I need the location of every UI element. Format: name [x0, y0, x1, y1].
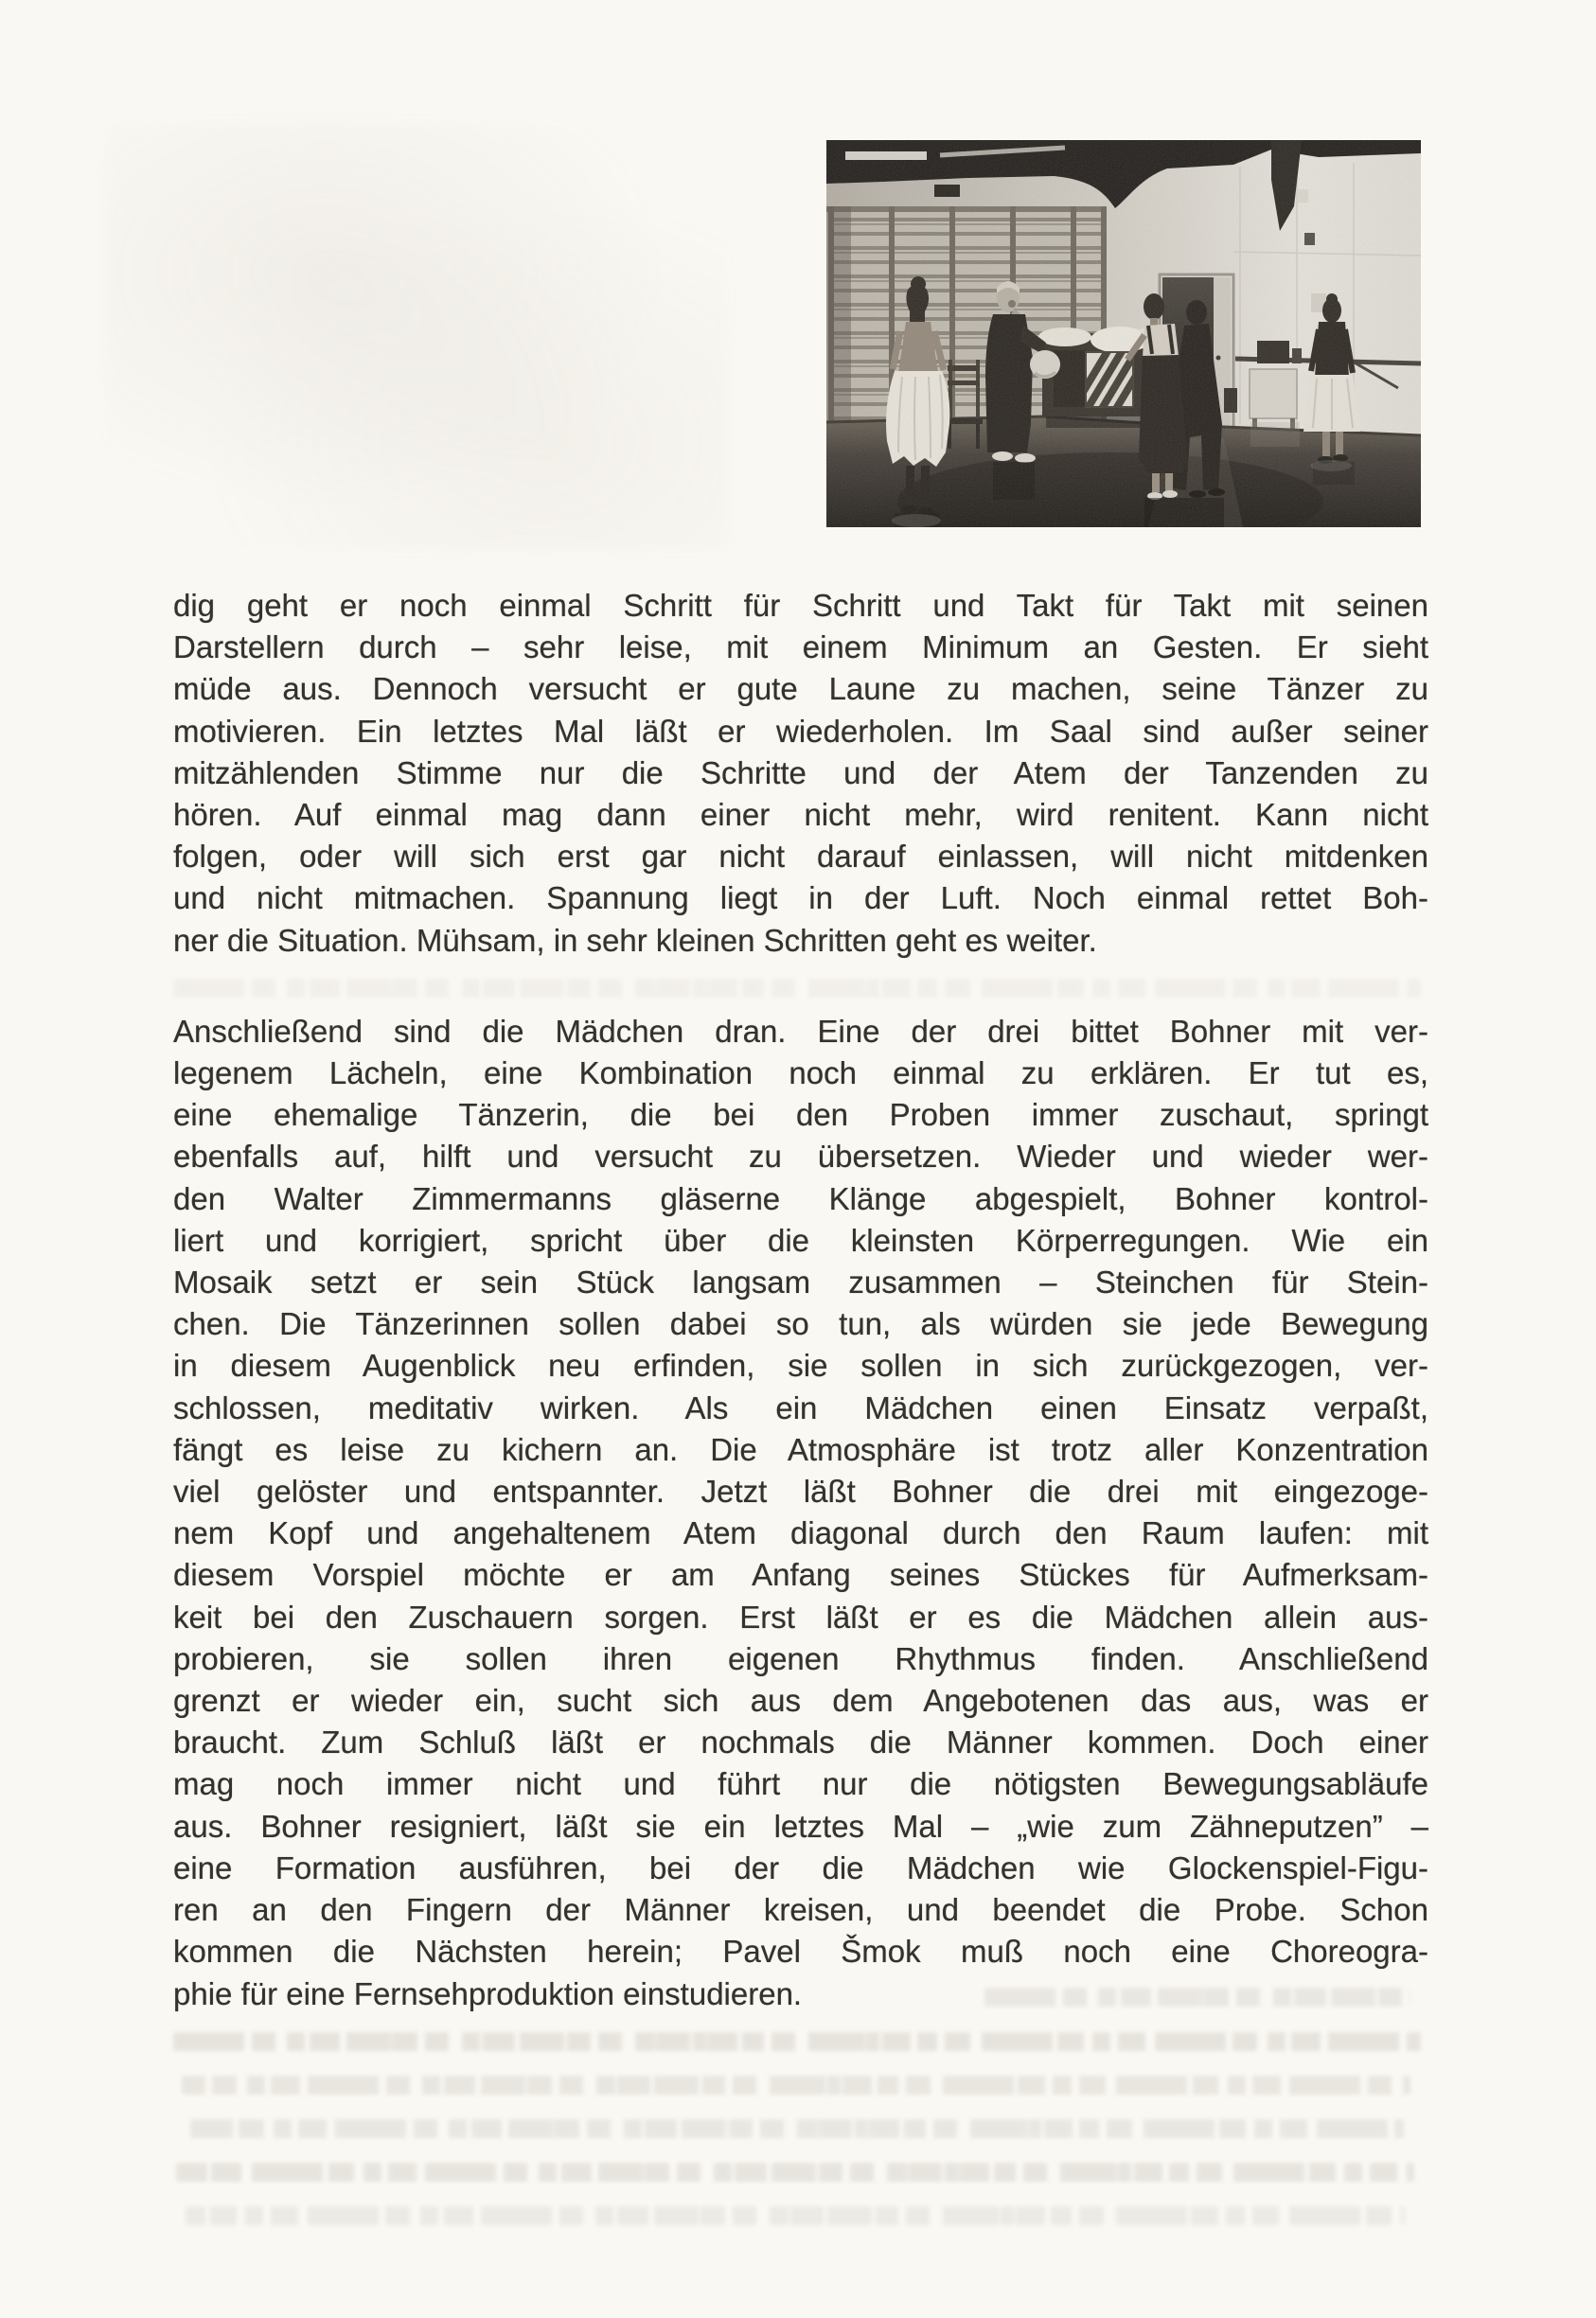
text-line: müde aus. Dennoch versucht er gute Laune zu machen, seine Tänzer zu: [173, 671, 1428, 707]
bleed-through-line: [186, 2206, 1405, 2225]
bleed-through-line: [182, 2076, 1410, 2095]
text-line: fängt es leise zu kichern an. Die Atmosphäre ist trotz aller Konzentration: [173, 1431, 1428, 1467]
text-line: und nicht mitmachen. Spannung liegt in der Luft. Noch einmal rettet Boh-: [173, 880, 1428, 916]
text-line: Darstellern durch – sehr leise, mit einem Minimum an Gesten. Er sieht: [173, 629, 1428, 665]
text-line: dig geht er noch einmal Schritt für Schritt und Takt für Takt mit seinen: [173, 588, 1428, 623]
text-line: Anschließend sind die Mädchen dran. Eine der drei bittet Bohner mit ver-: [173, 1013, 1428, 1049]
text-line: kommen die Nächsten herein; Pavel Šmok muß noch eine Choreogra-: [173, 1934, 1428, 1970]
bleed-through-line: [173, 2032, 1421, 2051]
text-line: ner die Situation. Mühsam, in sehr kleinen Schritten geht es weiter.: [173, 922, 1097, 958]
text-line: viel gelöster und entspannter. Jetzt läßt Bohner die drei mit eingezoge-: [173, 1474, 1428, 1510]
text-line: mag noch immer nicht und führt nur die nötigsten Bewegungsabläufe: [173, 1766, 1428, 1802]
text-line: chen. Die Tänzerinnen sollen dabei so tun, als würden sie jede Bewegung: [173, 1306, 1428, 1342]
article-text: [173, 585, 1428, 2015]
text-line: schlossen, meditativ wirken. Als ein Mädchen einen Einsatz verpaßt,: [173, 1389, 1428, 1425]
text-line: diesem Vorspiel möchte er am Anfang seines Stückes für Aufmerksam-: [173, 1557, 1428, 1593]
paragraph-2: [173, 1011, 1428, 2015]
text-line: mitzählenden Stimme nur die Schritte und der Atem der Tanzenden zu: [173, 754, 1428, 790]
text-line: braucht. Zum Schluß läßt er nochmals die Männer kommen. Doch einer: [173, 1725, 1428, 1761]
text-line: ebenfalls auf, hilft und versucht zu übersetzen. Wieder und wieder wer-: [173, 1139, 1428, 1175]
text-line: aus. Bohner resigniert, läßt sie ein letztes Mal – „wie zum Zähneputzen” –: [173, 1808, 1428, 1844]
text-line: eine ehemalige Tänzerin, die bei den Proben immer zuschaut, springt: [173, 1097, 1428, 1133]
text-line: keit bei den Zuschauern sorgen. Erst läßt er es die Mädchen allein aus-: [173, 1599, 1428, 1635]
text-line: grenzt er wieder ein, sucht sich aus dem Angebotenen das aus, was er: [173, 1683, 1428, 1719]
bleed-through-line: [176, 2163, 1414, 2182]
text-line: folgen, oder will sich erst gar nicht darauf einlassen, will nicht mitdenken: [173, 839, 1428, 875]
text-line: ren an den Fingern der Männer kreisen, und beendet die Probe. Schon: [173, 1892, 1428, 1928]
bleed-through-line: [190, 2119, 1404, 2138]
text-line: hören. Auf einmal mag dann einer nicht mehr, wird renitent. Kann nicht: [173, 797, 1428, 833]
text-line: liert und korrigiert, spricht über die kleinsten Körperregungen. Wie ein: [173, 1222, 1428, 1258]
text-line: probieren, sie sollen ihren eigenen Rhythmus finden. Anschließend: [173, 1640, 1428, 1676]
rehearsal-photo-image: [826, 140, 1421, 527]
paragraph-1: [173, 585, 1428, 962]
text-line: phie für eine Fernsehproduktion einstudieren.: [173, 1975, 803, 2011]
text-line: Mosaik setzt er sein Stück langsam zusammen – Steinchen für Stein-: [173, 1265, 1428, 1301]
text-line: in diesem Augenblick neu erfinden, sie sollen in sich zurückgezogen, ver-: [173, 1348, 1428, 1384]
paper-mottling: [104, 123, 729, 549]
rehearsal-photo: [826, 140, 1421, 527]
photo-grain: [826, 140, 1421, 527]
text-line: motivieren. Ein letztes Mal läßt er wiederholen. Im Saal sind außer seiner: [173, 713, 1428, 749]
text-line: nem Kopf und angehaltenem Atem diagonal durch den Raum laufen: mit: [173, 1515, 1428, 1551]
text-line: legenem Lächeln, eine Kombination noch einmal zu erklären. Er tut es,: [173, 1055, 1428, 1091]
text-line: eine Formation ausführen, bei der die Mädchen wie Glockenspiel-Figu-: [173, 1849, 1428, 1885]
text-line: den Walter Zimmermanns gläserne Klänge abgespielt, Bohner kontrol-: [173, 1180, 1428, 1216]
